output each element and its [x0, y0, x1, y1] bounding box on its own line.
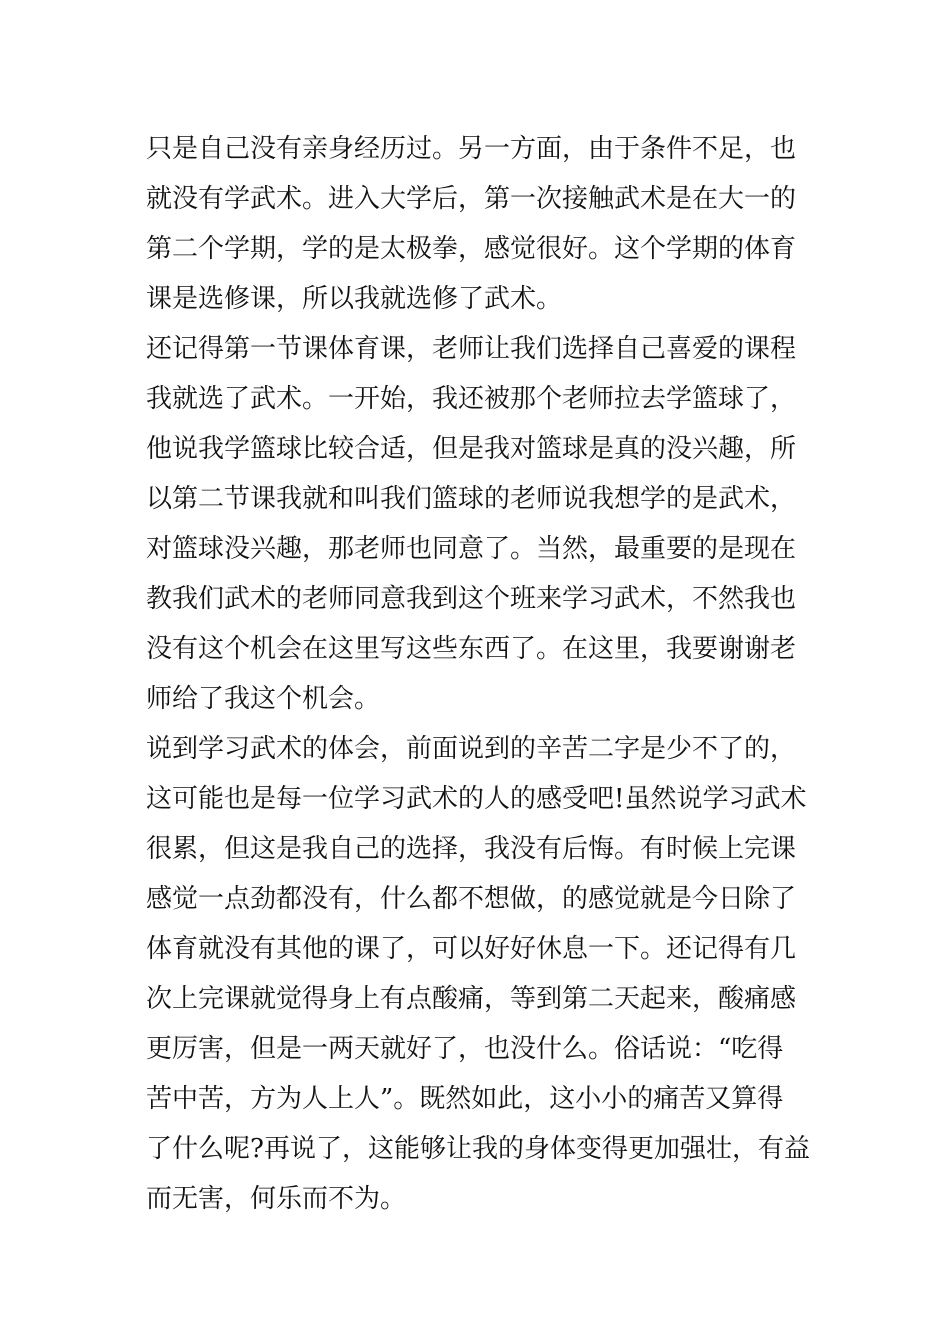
text-line: 感觉一点劲都没有，什么都不想做，的感觉就是今日除了 — [146, 884, 797, 914]
text-line: 而无害，何乐而不为。 — [146, 1184, 407, 1214]
text-line: 他说我学篮球比较合适，但是我对篮球是真的没兴趣，所 — [146, 434, 797, 464]
body-text — [146, 124, 826, 1224]
text-line: 很累，但这是我自己的选择，我没有后悔。有时候上完课 — [146, 834, 797, 864]
text-line: 体育就没有其他的课了，可以好好休息一下。还记得有几 — [146, 934, 797, 964]
text-line: 师给了我这个机会。 — [146, 684, 381, 714]
text-line: 说到学习武术的体会，前面说到的辛苦二字是少不了的， — [146, 734, 797, 764]
text-line: 更厉害，但是一两天就好了，也没什么。俗话说：“吃得 — [146, 1034, 784, 1064]
text-line: 对篮球没兴趣，那老师也同意了。当然，最重要的是现在 — [146, 534, 797, 564]
text-line: 苦中苦，方为人上人”。既然如此，这小小的痛苦又算得 — [146, 1084, 784, 1114]
text-line: 我就选了武术。一开始，我还被那个老师拉去学篮球了， — [146, 384, 797, 414]
text-line: 这可能也是每一位学习武术的人的感受吧!虽然说学习武术 — [146, 784, 807, 814]
text-line: 就没有学武术。进入大学后，第一次接触武术是在大一的 — [146, 184, 797, 214]
text-line: 还记得第一节课体育课，老师让我们选择自己喜爱的课程 — [146, 334, 797, 364]
text-line: 次上完课就觉得身上有点酸痛，等到第二天起来，酸痛感 — [146, 984, 797, 1014]
text-line: 以第二节课我就和叫我们篮球的老师说我想学的是武术， — [146, 484, 797, 514]
text-line: 只是自己没有亲身经历过。另一方面，由于条件不足，也 — [146, 134, 797, 164]
text-line: 了什么呢?再说了，这能够让我的身体变得更加强壮，有益 — [146, 1134, 810, 1164]
text-line: 课是选修课，所以我就选修了武术。 — [146, 284, 563, 314]
text-line: 没有这个机会在这里写这些东西了。在这里，我要谢谢老 — [146, 634, 797, 664]
text-line: 第二个学期，学的是太极拳，感觉很好。这个学期的体育 — [146, 234, 797, 264]
text-line: 教我们武术的老师同意我到这个班来学习武术，不然我也 — [146, 584, 797, 614]
